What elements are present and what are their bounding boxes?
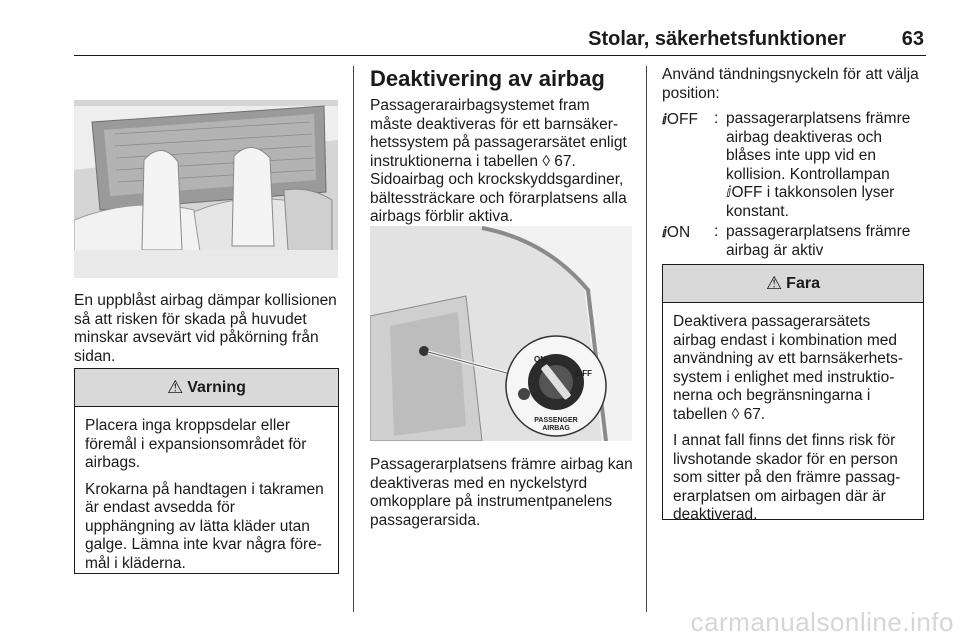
door-and-switch-drawing [370,226,632,441]
airbag-switch-illustration [370,226,632,441]
active-airbags-paragraph: Sidoairbag och krockskyddsgardiner, bältessträckare och förarplatsens alla airbags förblir aktiva. [370,171,627,225]
switch-passenger-label: PASSENGER [534,417,578,424]
option-on-description: passagerarplatsens främre airbag är aktiv [726,223,911,259]
warning-paragraph: Krokarna på handtagen i takramen är endast avsedda för upphängning av lätta kläder utan galge. Lämna inte kvar några föremål i kläderna. [85,480,324,572]
switch-caption: Passagerarplatsens främre airbag kan deaktiveras med en nyckelstyrd omkopplare på instrumentpanelens passagerarsida. [370,456,633,529]
column-divider-left [353,66,354,612]
section-heading: Deaktivering av airbag [370,66,605,91]
warning-title: Varning [187,378,246,396]
warning-header [75,369,338,407]
danger-triangle-icon: ⚠ [766,273,783,293]
option-on-key: ⅈON [662,224,691,241]
page-header [74,26,926,56]
option-on: ⅈON : passagerarplatsens främre airbag är aktiv [662,223,928,263]
danger-paragraph: Deaktivera passagerarsätets airbag endast i kombination med användning av ett barnsäkerhetssystem i enlighet med instruktionerna och begränsningarna i tabellen ◊ 67. [673,313,904,423]
watermark: carmanualsonline.info [690,607,954,637]
warning-triangle-icon: ⚠ [167,377,184,397]
switch-on-label: ON [534,355,546,364]
position-intro: Använd tändningsnyckeln för att välja position: [662,66,919,102]
airbag-on-icon: ⅈ [662,224,667,240]
column-divider-right [646,66,647,612]
option-off-key: ⅈOFF [662,111,698,128]
page-title: Stolar, säkerhetsfunktioner [588,28,846,50]
danger-header [663,265,923,303]
warning-body [75,407,338,581]
warning-paragraph: Placera inga kroppsdelar eller föremål i expansionsområdet för airbags. [85,417,307,471]
danger-title: Fara [786,274,820,292]
switch-airbag-label: AIRBAG [542,425,570,432]
danger-box [662,264,924,523]
curtain-airbag-illustration [74,100,338,278]
curtain-airbag-drawing [74,100,338,278]
option-off: ⅈOFF : passagerarplatsens främre airbag deaktiveras och blåses inte upp vid en kollision. Kontrollampan ⅈOFF i takkonsolen lyser konstant. [662,110,928,220]
page-number: 63 [901,28,924,50]
warning-box [74,368,339,574]
danger-paragraph: I annat fall finns det finns risk för livshotande skador för en person som sitter på den främre passagerarplatsen om airbagen där är deaktiverad. [673,432,901,523]
danger-body [663,303,923,533]
deactivation-paragraph: Passagerarairbagsystemet fram måste deaktiveras för ett barnsäkerhetssystem på passagerarsätet enligt instruktionerna i tabellen ◊ 67. [370,97,627,170]
switch-off-label: OFF [576,369,592,378]
curtain-airbag-caption: En uppblåst airbag dämpar kollisionen så att risken för skada på huvudet minskar avsevärt vid påkörning från sidan. [74,292,337,365]
airbag-off-icon: ⅈ [662,111,667,127]
option-off-description: passagerarplatsens främre airbag deaktiveras och blåses inte upp vid en kollision. Kontrollampan ⅈOFF i takkonsolen lyser konstant. [726,110,911,220]
